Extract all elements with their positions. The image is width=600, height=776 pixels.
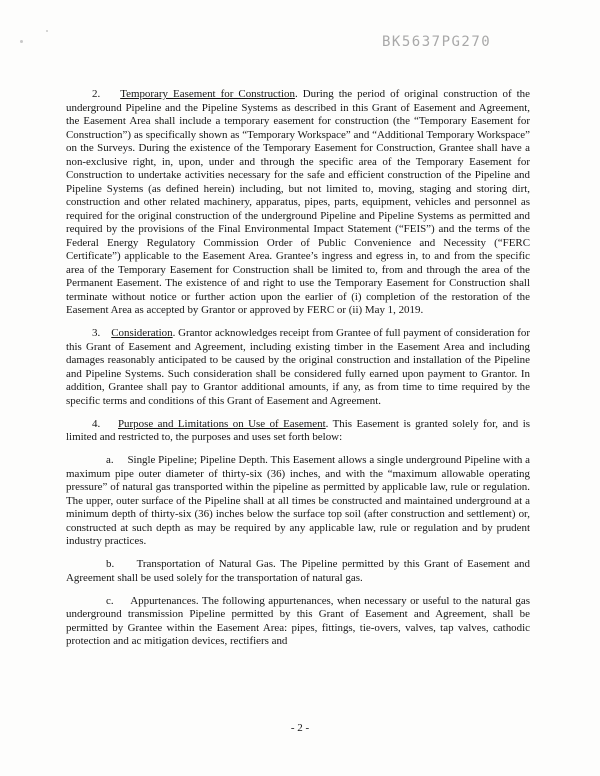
- subsection-a-text: Single Pipeline; Pipeline Depth. This Easement allows a single underground Pipeline with a maximum pipe outer diameter of thirty-six (36) inches, and with the “maximum allowable operating pressure” of natural gas transported within the pipeline as permitted by applicable law, rule or regulation. The upper, outer surface of the Pipeline shall at all times be constructed and maintained underground at a minimum depth of thirty-six (36) inches below the surface top soil (after construction and settlement) or, constructed at such depth as may be required by any applicable law, rule or regulation and by prudent industry practices.: [66, 454, 530, 547]
- subsection-b-text: Transportation of Natural Gas. The Pipeline permitted by this Grant of Easement and Agreement shall be used solely for the transportation of natural gas.: [66, 558, 530, 584]
- section-3-text: . Grantor acknowledges receipt from Grantee of full payment of consideration for this Grant of Easement and Agreement, including existing timber in the Easement Area and including damages reasonably anticipated to be caused by the original construction and installation of the Pipeline and Pipeline Systems. Such consideration shall be considered fully earned upon payment to Grantor. In addition, Grantee shall pay to Grantor additional amounts, if any, as from time to time required by the specific terms and conditions of this Grant of Easement and Agreement.: [66, 327, 530, 407]
- page-number: - 2 -: [290, 722, 310, 734]
- book-page-stamp: BK5637PG270: [382, 34, 492, 50]
- scan-speck: [20, 40, 23, 43]
- document-body: [66, 88, 530, 658]
- section-4-title: Purpose and Limitations on Use of Easement: [117, 417, 326, 430]
- section-3-paragraph: [66, 327, 530, 408]
- section-4-number: 4.: [92, 417, 101, 430]
- section-2-title: Temporary Easement for Construction: [120, 88, 295, 100]
- subsection-c-paragraph: [66, 595, 530, 649]
- section-2-paragraph: [66, 88, 530, 318]
- subsection-a-letter: a.: [106, 454, 114, 466]
- section-4-paragraph: [66, 418, 530, 445]
- subsection-b-paragraph: [66, 558, 530, 585]
- subsection-c-letter: c.: [106, 594, 114, 607]
- subsection-a-paragraph: [66, 454, 530, 549]
- section-4-text: . This Easement is granted solely for, and is limited and restricted to, the purposes and uses set forth below:: [66, 417, 530, 443]
- section-3-title: Consideration: [111, 327, 173, 339]
- subsection-b-letter: b.: [106, 558, 115, 570]
- section-2-number: 2.: [92, 88, 101, 100]
- section-3-number: 3.: [92, 327, 101, 339]
- scan-speck: [46, 30, 48, 32]
- subsection-c-text: Appurtenances. The following appurtenances, when necessary or useful to the natural gas underground transmission Pipeline permitted by this Grant of Easement and Agreement, shall be permitted by Grantee within the Easement Area: pipes, fittings, tie-overs, valves, tap valves, cathodic protection and ac mitigation devices, rectifiers and: [66, 594, 530, 647]
- section-2-text: . During the period of original construction of the underground Pipeline and the Pipeline Systems as described in this Grant of Easement and Agreement, the Easement Area shall include a temporary easement for construction (the “Temporary Easement for Construction”) as specifically shown as “Temporary Workspace” and “Additional Temporary Workspace” on the Surveys. During the existence of the Temporary Easement for Construction, Grantee shall have a non-exclusive right, in, upon, under and through the specific area of the Temporary Easement for Construction to undertake activities necessary for the safe and efficient construction of the Pipeline and Pipeline Systems (as defined herein) including, but not limited to, moving, staging and storing dirt, construction and other related machinery, apparatus, pipes, parts, equipment, vehicles and personnel as required for the original construction of the underground Pipeline and Pipeline Systems as permitted and required by the provisions of the Final Environmental Impact Statement (“FEIS”) and the terms of the Federal Energy Regulatory Commission Order of Public Convenience and Necessity (“FERC Certificate”) applicable to the Easement Area. Grantee’s ingress and egress in, to and from the specific area of the Temporary Easement for Construction shall be limited to, from and through the area of the Permanent Easement. The existence of and right to use the Temporary Easement for Construction shall terminate without notice or further action upon the earlier of (i) completion of the restoration of the Easement Area as accepted by Grantor or approved by FERC or (ii) May 1, 2019.: [66, 88, 530, 316]
